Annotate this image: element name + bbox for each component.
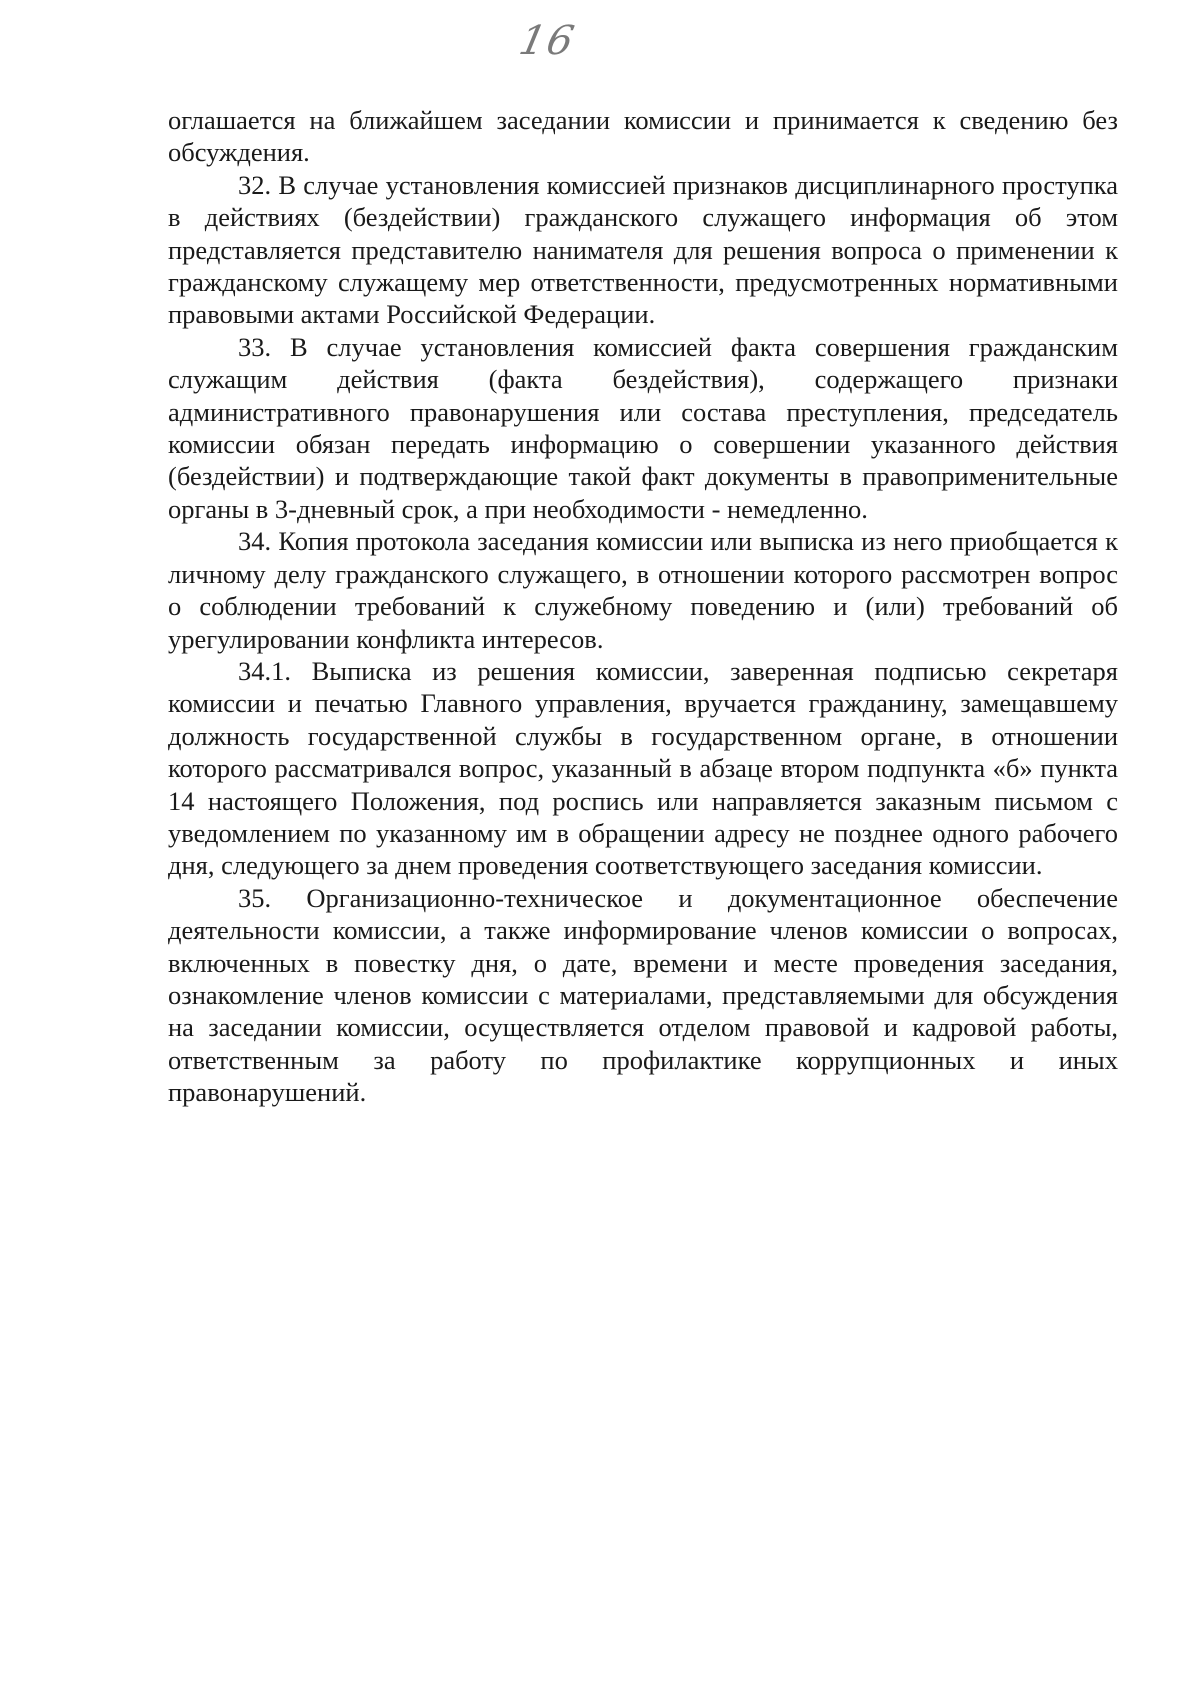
paragraph-item-35: 35. Организационно-техническое и документационное обеспечение деятельности комиссии, а также информирование членов комиссии о вопросах, включенных в повестку дня, о дате, времени и месте проведения заседания, ознакомление членов комиссии с материалами, представляемыми для обсуждения на заседании комиссии, осуществляется отделом правовой и кадровой работы, ответственным за работу по профилактике коррупционных и иных правонарушений. — [168, 882, 1118, 1108]
paragraph-item-33: 33. В случае установления комиссией факта совершения гражданским служащим действия (факта бездействия), содержащего признаки административного правонарушения или состава преступления, председатель комиссии обязан передать информацию о совершении указанного действия (бездействии) и подтверждающие такой факт документы в правоприменительные органы в 3-дневный срок, а при необходимости - немедленно. — [168, 331, 1118, 524]
paragraph-item-34-1: 34.1. Выписка из решения комиссии, заверенная подписью секретаря комиссии и печатью Главного управления, вручается гражданину, замещавшему должность государственной службы в государственном органе, в отношении которого рассматривался вопрос, указанный в абзаце втором подпункта «б» пункта 14 настоящего Положения, под роспись или направляется заказным письмом с уведомлением по указанному им в обращении адресу не позднее одного рабочего дня, следующего за днем проведения соответствующего заседания комиссии. — [168, 655, 1118, 881]
paragraph-continuation: оглашается на ближайшем заседании комиссии и принимается к сведению без обсуждения. — [168, 105, 1118, 168]
paragraph-item-32: 32. В случае установления комиссией признаков дисциплинарного проступка в действиях (бездействии) гражданского служащего информация об этом представляется представителю нанимателя для решения вопроса о применении к гражданскому служащему мер ответственности, предусмотренных нормативными правовыми актами Российской Федерации. — [168, 169, 1118, 330]
document-body — [168, 104, 1118, 1109]
paragraph-item-34: 34. Копия протокола заседания комиссии или выписка из него приобщается к личному делу гражданского служащего, в отношении которого рассмотрен вопрос о соблюдении требований к служебному поведению и (или) требований об урегулировании конфликта интересов. — [168, 526, 1118, 654]
handwritten-page-number: 16 — [515, 18, 580, 64]
